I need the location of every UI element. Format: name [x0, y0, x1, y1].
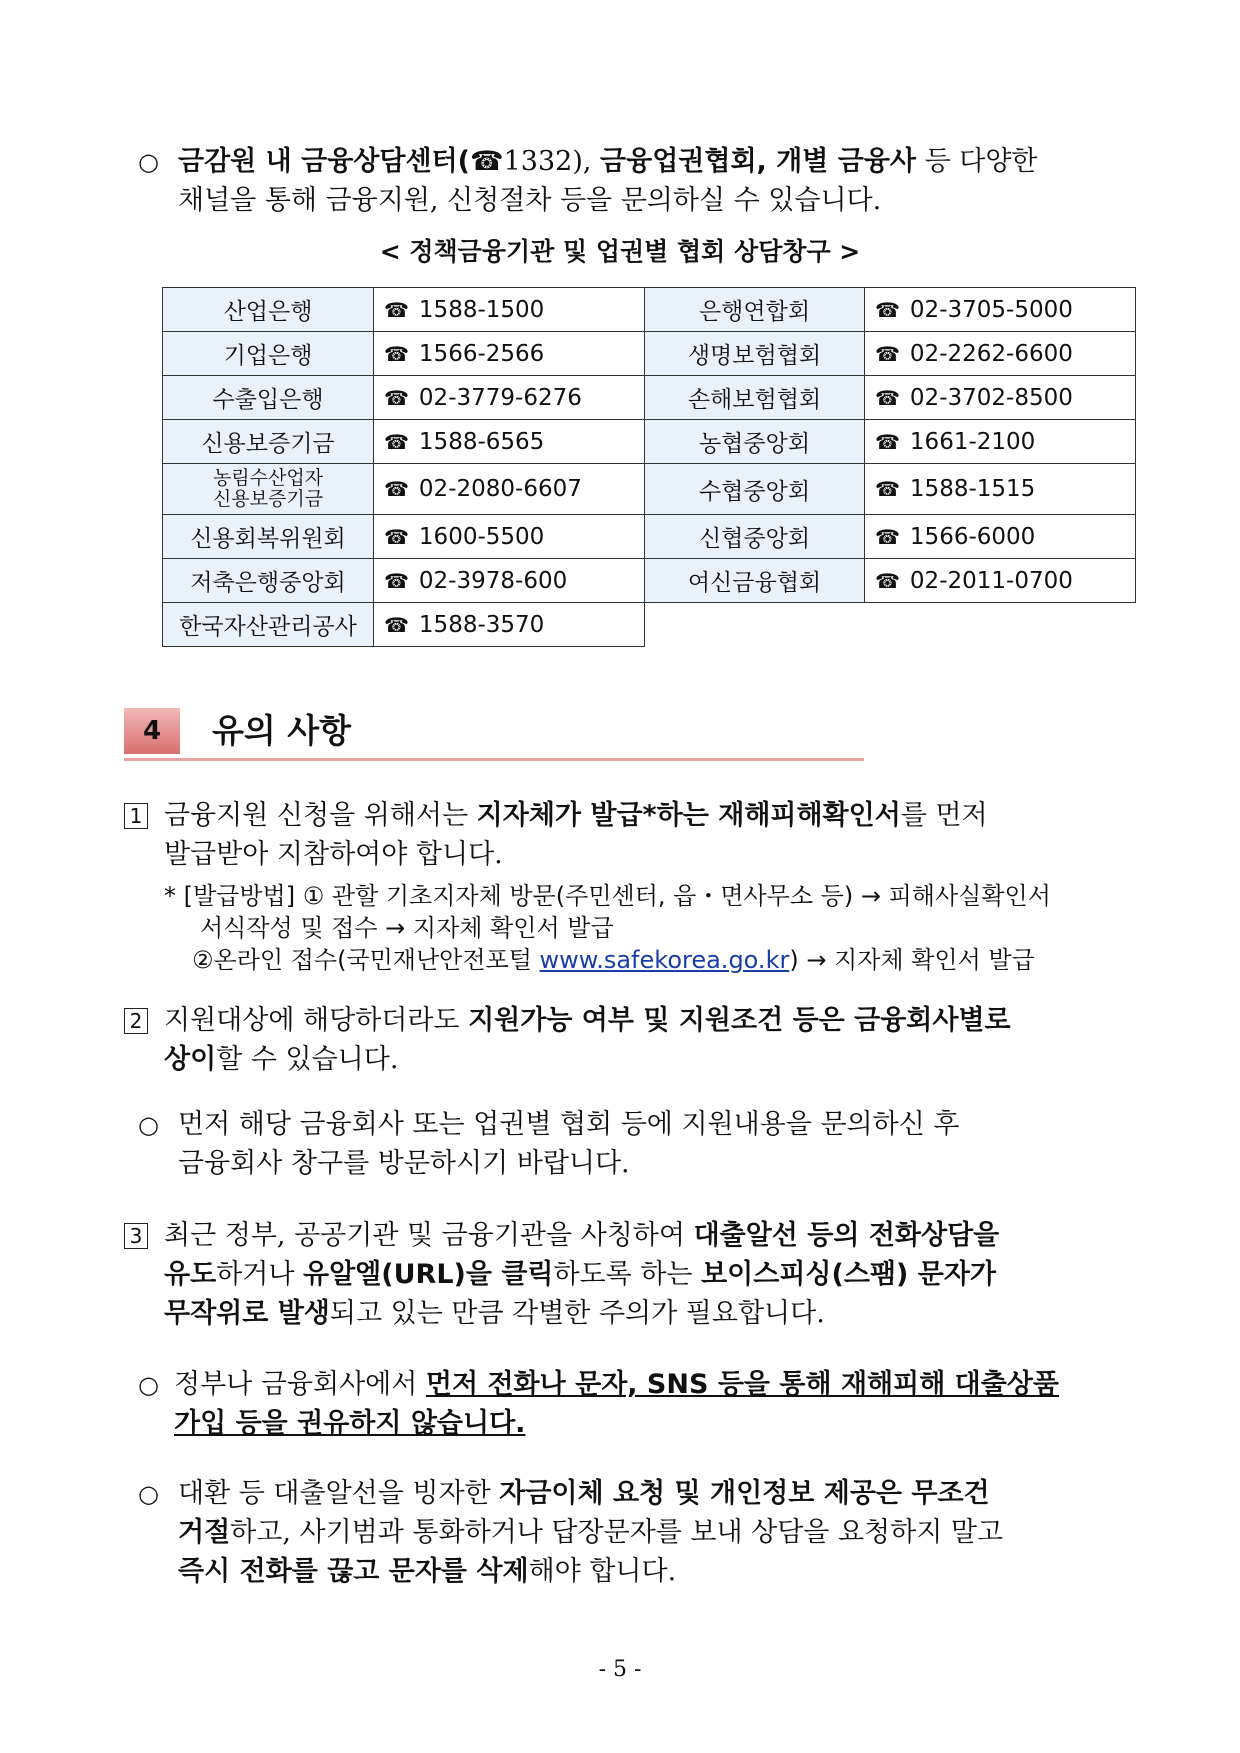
note-text: ) → 지자체 확인서 발급: [789, 946, 1035, 974]
tel-number: 1600-5500: [418, 523, 545, 550]
phone-icon: ☎: [384, 477, 409, 501]
phone-icon: ☎: [384, 385, 409, 410]
intro-phone-number: 1332): [503, 146, 583, 177]
table-row: [163, 420, 1136, 464]
item3-sub1: [174, 1365, 1134, 1443]
table-row: [163, 559, 1136, 603]
intro-paragraph: [178, 142, 1128, 220]
safekorea-link[interactable]: www.safekorea.go.kr: [539, 946, 790, 974]
phone-icon: ☎: [875, 341, 900, 366]
tel-cell: [374, 603, 645, 647]
item2-text: 할 수 있습니다.: [216, 1044, 399, 1075]
item1-paragraph: [164, 796, 1134, 874]
item3-sub-text: 해야 합니다.: [528, 1556, 677, 1587]
tel-cell: [865, 420, 1136, 464]
item3-bold: 보이스피싱(스팸) 문자가: [701, 1259, 996, 1290]
tel-cell: [865, 515, 1136, 559]
tel-cell: [865, 332, 1136, 376]
note-line: 서식작성 및 접수 → 지자체 확인서 발급: [200, 914, 614, 942]
phone-icon: ☎: [384, 568, 409, 593]
intro-text-2: 채널을 통해 금융지원, 신청절차 등을 문의하실 수 있습니다.: [178, 185, 882, 216]
tel-number: 02-2080-6607: [418, 476, 582, 502]
item3-bold: 즉시 전화를 끊고 문자를 삭제: [178, 1556, 529, 1587]
item2-sub-text: 먼저 해당 금융회사 또는 업권별 협회 등에 지원내용을 문의하신 후: [178, 1109, 960, 1140]
tel-number: 02-3702-8500: [909, 384, 1073, 411]
phone-icon: ☎: [384, 429, 409, 454]
tel-cell: [374, 376, 645, 420]
table-row: [163, 515, 1136, 559]
item-number-box: 1: [124, 803, 148, 829]
item2-text: 지원대상에 해당하더라도: [164, 1005, 469, 1036]
item3-bold: 자금이체 요청 및 개인정보 제공은 무조건: [499, 1478, 990, 1509]
phone-icon: ☎: [384, 524, 409, 549]
empty-cell: [645, 603, 865, 647]
issue-method-note: [164, 880, 1144, 976]
item3-bullet: ○: [138, 1371, 159, 1399]
tel-number: 1566-6000: [909, 523, 1036, 550]
item2-bold: 상이: [164, 1044, 217, 1075]
tel-cell: [865, 559, 1136, 603]
item3-text: 하도록 하는: [553, 1259, 702, 1290]
section-title: 유의 사항: [212, 711, 352, 750]
phone-icon: ☎: [384, 612, 409, 637]
table-caption: < 정책금융기관 및 업권별 협회 상담창구 >: [379, 237, 861, 266]
tel-cell: [374, 332, 645, 376]
org-cell: 신협중앙회: [645, 515, 865, 559]
note-line: [164, 944, 1144, 976]
tel-number: 1588-1500: [418, 296, 545, 323]
org-cell: 산업은행: [163, 288, 374, 332]
item2-bold: 지원가능 여부 및 지원조건 등은 금융회사별로: [468, 1005, 1011, 1036]
tel-cell: [374, 420, 645, 464]
note-text: ②온라인 접수(국민재난안전포털: [192, 946, 540, 974]
tel-number: 1566-2566: [418, 340, 545, 367]
phone-icon: ☎: [469, 146, 504, 177]
tel-cell: [374, 288, 645, 332]
org-cell: 생명보험협회: [645, 332, 865, 376]
item3-sub-text: 하고, 사기범과 통화하거나 답장문자를 보내 상담을 요청하지 말고: [230, 1517, 1004, 1548]
intro-bold-2: 금융업권협회, 개별 금융사: [600, 146, 916, 177]
org-cell: 수협중앙회: [645, 464, 865, 515]
table-row: [163, 288, 1136, 332]
org-cell: 저축은행중앙회: [163, 559, 374, 603]
tel-cell: [374, 559, 645, 603]
item2-sub-text: 금융회사 창구를 방문하시기 바랍니다.: [178, 1148, 630, 1179]
org-cell: [163, 464, 374, 515]
phone-icon: ☎: [875, 297, 900, 322]
section-number: 4: [124, 708, 180, 754]
tel-number: 1588-6565: [418, 428, 545, 455]
note-line: * [발급방법] ① 관할 기초지자체 방문(주민센터, 읍・면사무소 등) → 피해사실확인서: [164, 882, 1051, 910]
item3-sub-text: 대환 등 대출알선을 빙자한: [178, 1478, 500, 1509]
tel-number: 1661-2100: [909, 428, 1036, 455]
tel-cell: [865, 464, 1136, 515]
tel-number: 02-3978-600: [418, 567, 568, 594]
item3-text: 하거나: [216, 1259, 304, 1290]
item3-bold: 유알엘(URL)을 클릭: [303, 1259, 554, 1290]
item2-paragraph: [164, 1001, 1134, 1079]
tel-cell: [374, 464, 645, 515]
phone-icon: ☎: [384, 297, 409, 322]
table-row: [163, 464, 1136, 515]
tel-number: 1588-3570: [418, 611, 545, 638]
phone-icon: ☎: [384, 341, 409, 366]
tel-number: 02-2262-6600: [909, 340, 1073, 367]
empty-cell: [865, 603, 1136, 647]
intro-bold-1: 금감원 내 금융상담센터(: [178, 146, 470, 177]
tel-number: 02-3779-6276: [418, 384, 582, 411]
org-cell: 수출입은행: [163, 376, 374, 420]
item3-paragraph: [164, 1216, 1134, 1333]
item1-bold: 지자체가 발급*하는 재해피해확인서: [476, 800, 901, 831]
org-name-line2: 신용보증기금: [212, 488, 324, 510]
contact-table: [162, 287, 1136, 647]
item3-bold: 유도: [164, 1259, 217, 1290]
item1-text: 금융지원 신청을 위해서는: [164, 800, 477, 831]
phone-icon: ☎: [875, 385, 900, 410]
item1-text: 를 먼저: [900, 800, 988, 831]
intro-bullet: ○: [138, 148, 159, 176]
tel-cell: [865, 288, 1136, 332]
tel-cell: [865, 376, 1136, 420]
item3-underlined: 가입 등을 권유하지 않습니다.: [174, 1408, 526, 1439]
item3-text: 되고 있는 만큼 각별한 주의가 필요합니다.: [329, 1298, 825, 1329]
intro-text-1: 등 다양한: [916, 146, 1038, 177]
tel-number: 1588-1515: [909, 476, 1036, 502]
org-cell: 여신금융협회: [645, 559, 865, 603]
item-number-box: 3: [124, 1223, 148, 1249]
tel-number: 02-3705-5000: [909, 296, 1073, 323]
table-row: [163, 376, 1136, 420]
tel-cell: [374, 515, 645, 559]
org-cell: 신용보증기금: [163, 420, 374, 464]
phone-icon: ☎: [875, 524, 900, 549]
item3-bullet: ○: [138, 1480, 159, 1508]
org-cell: 농협중앙회: [645, 420, 865, 464]
phone-icon: ☎: [875, 429, 900, 454]
org-cell: 신용회복위원회: [163, 515, 374, 559]
item2-sub-paragraph: [178, 1105, 1138, 1183]
phone-icon: ☎: [875, 568, 900, 593]
item3-sub2: [178, 1474, 1138, 1591]
item1-text: 발급받아 지참하여야 합니다.: [164, 839, 503, 870]
item3-text: 최근 정부, 공공기관 및 금융기관을 사칭하여: [164, 1220, 694, 1251]
intro-comma: ,: [582, 146, 601, 177]
org-cell: 기업은행: [163, 332, 374, 376]
item3-sub-text: 정부나 금융회사에서: [174, 1369, 426, 1400]
org-cell: 은행연합회: [645, 288, 865, 332]
item3-bold: 무작위로 발생: [164, 1298, 330, 1329]
org-cell: 손해보험협회: [645, 376, 865, 420]
item-number-box: 2: [124, 1008, 148, 1034]
item3-bold: 대출알선 등의 전화상담을: [693, 1220, 1000, 1251]
phone-icon: ☎: [875, 477, 900, 501]
org-name-line1: 농림수산업자: [212, 467, 324, 489]
table-row: [163, 332, 1136, 376]
item2-bullet: ○: [138, 1111, 159, 1139]
item3-bold: 거절: [178, 1517, 231, 1548]
item3-underlined: 먼저 전화나 문자, SNS 등을 통해 재해피해 대출상품: [425, 1369, 1060, 1400]
tel-number: 02-2011-0700: [909, 567, 1073, 594]
section-divider: [124, 758, 864, 761]
org-cell: 한국자산관리공사: [163, 603, 374, 647]
page-number: - 5 -: [598, 1657, 642, 1682]
table-row: [163, 603, 1136, 647]
